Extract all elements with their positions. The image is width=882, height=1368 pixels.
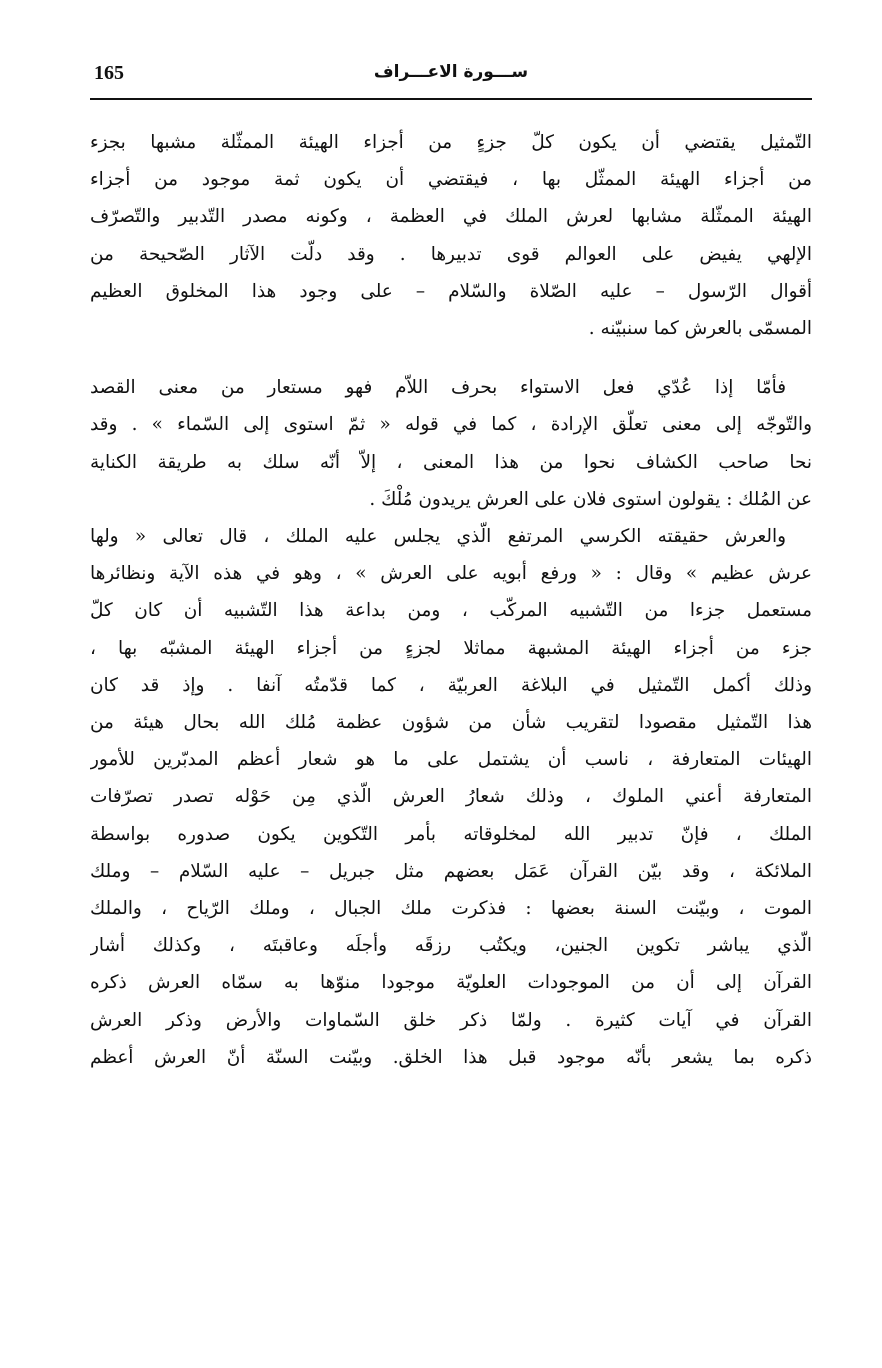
text-line: ذكره بما يشعر بأنّه موجود قبل هذا الخلق. وبيّنت السنّة أنّ العرش أعظم xyxy=(90,1046,812,1068)
text-line: المسمّى بالعرش كما سنبيّنه . xyxy=(588,318,812,340)
text-line: وذلك أكمل التّمثيل في البلاغة العربيّة ، كما قدّمتُه آنفا . وإذ قد كان xyxy=(90,674,812,696)
running-title: ســـورة الاعـــراف xyxy=(373,62,529,82)
text-line: المتعارفة أعني الملوك ، وذلك شعارُ العرش الّذي مِن حَوْله تصدر تصرّفات xyxy=(90,786,812,808)
text-line: الملك ، فإنّ تدبير الله لمخلوقاته بأمر التّكوين يكون صدوره بواسطة xyxy=(90,823,812,845)
text-line: القرآن في آيات كثيرة . ولمّا ذكر خلق السّماوات والأرض وذكر العرش xyxy=(90,1009,812,1031)
text-line: أقوال الرّسول – عليه الصّلاة والسّلام – على وجود هذا المخلوق العظيم xyxy=(90,280,812,302)
page-header xyxy=(90,58,812,100)
text-line: القرآن إلى أن من الموجودات العلويّة موجودا منوّها به سمّاه العرش ذكره xyxy=(90,972,812,994)
book-page xyxy=(90,58,812,1198)
page-number: 165 xyxy=(94,62,124,84)
text-line: الإلهي يفيض على العوالم قوى تدبيرها . وقد دلّت الآثار الصّحيحة من xyxy=(90,243,812,265)
text-line: نحا صاحب الكشاف نحوا من هذا المعنى ، إلاّ أنّه سلك به طريقة الكناية xyxy=(90,451,812,473)
text-line: الملائكة ، وقد بيّن القرآن عَمَل بعضهم مثل جبريل – عليه السّلام – وملك xyxy=(90,860,812,882)
text-line: عن المُلك : يقولون استوى فلان على العرش يريدون مُلْكَ . xyxy=(369,488,812,510)
text-line: عرش عظيم » وقال : « ورفع أبويه على العرش » ، وهو في هذه الآية ونظائرها xyxy=(90,563,812,585)
text-line: التّمثيل يقتضي أن يكون كلّ جزءٍ من أجزاء الهيئة الممثّلة مشبها بجزء xyxy=(90,132,812,153)
paragraph-2 xyxy=(90,369,812,518)
page-body xyxy=(90,124,812,1076)
text-line: من أجزاء الهيئة الممثّل بها ، فيقتضي أن يكون ثمة موجود من أجزاء xyxy=(90,169,812,191)
text-line: الهيئات المتعارفة ، ناسب أن يشتمل على ما هو شعار أعظم المدبّرين للأمور xyxy=(90,749,812,771)
text-line: الموت ، وبيّنت السنة بعضها : فذكرت ملك الجبال ، وملك الرّياح ، والملك xyxy=(90,898,812,920)
text-line: مستعمل جزءا من التّشبيه المركّب ، ومن بداعة هذا التّشبيه أن كان كلّ xyxy=(90,600,812,622)
paragraph-3 xyxy=(90,518,812,1076)
text-line: والعرش حقيقته الكرسي المرتفع الّذي يجلس عليه الملك ، قال تعالى « ولها xyxy=(90,526,786,548)
text-line: الهيئة الممثّلة مشابها لعرش الملك في العظمة ، وكونه مصدر التّدبير والتّصرّف xyxy=(90,206,812,228)
text-line: جزء من أجزاء الهيئة المشبهة مماثلا لجزءٍ من أجزاء الهيئة المشبّه بها ، xyxy=(90,637,812,659)
text-line: هذا التّمثيل مقصودا لتقريب شأن من شؤون عظمة مُلك الله بحال هيئة من xyxy=(90,712,812,734)
text-line: والتّوجّه إلى معنى تعلّق الإرادة ، كما في قوله « ثمّ استوى إلى السّماء » . وقد xyxy=(90,414,812,436)
paragraph-1 xyxy=(90,124,812,347)
text-line: فأمّا إذا عُدّي فعل الاستواء بحرف اللاّم فهو مستعار من معنى القصد xyxy=(90,377,786,399)
text-line: الّذي يباشر تكوين الجنين، ويكتُب رزقَه وأجلَه وعاقبتَه ، وكذلك أشار xyxy=(90,935,812,957)
